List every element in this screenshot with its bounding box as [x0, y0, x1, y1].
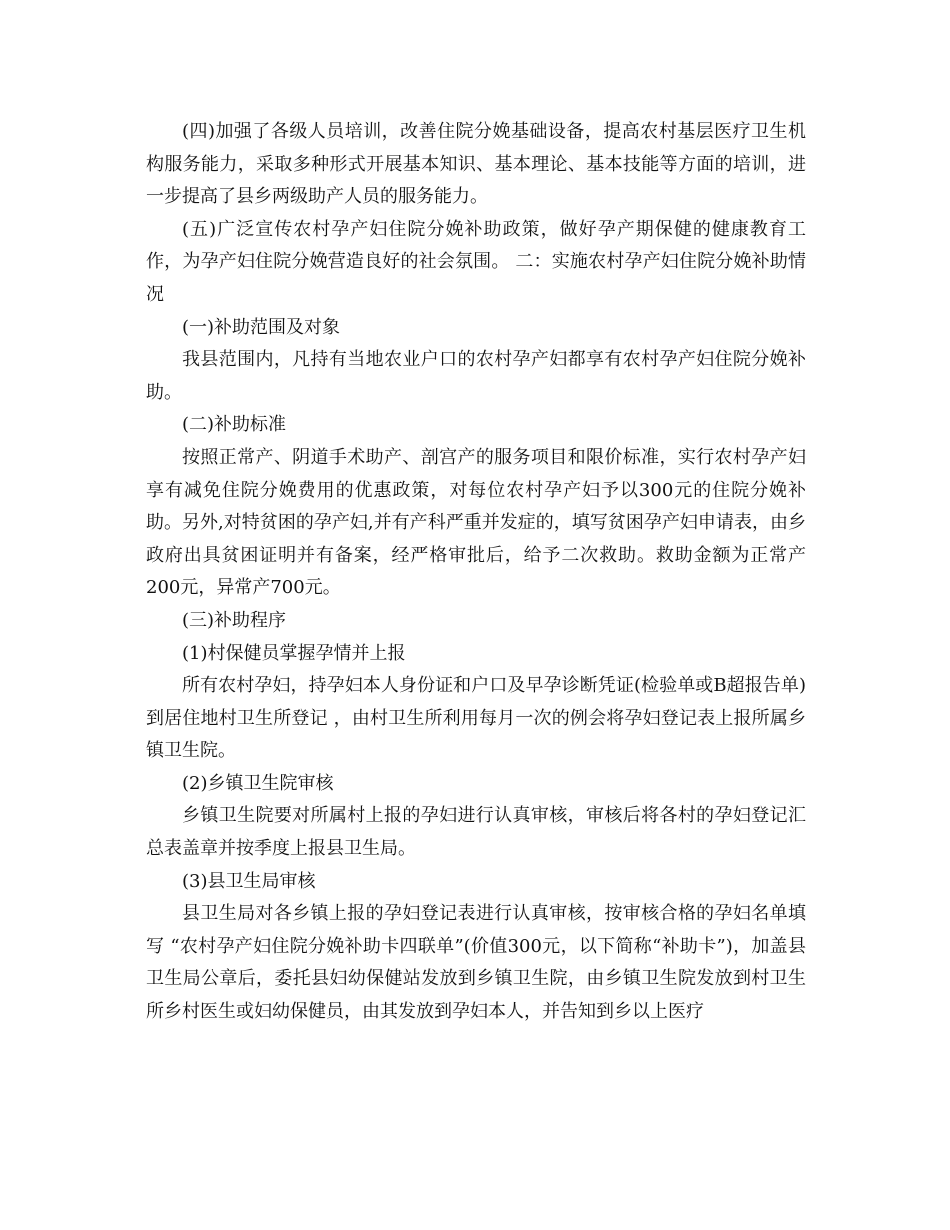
heading-procedure: (三)补助程序 — [182, 609, 287, 631]
paragraph-step-3: 县卫生局对各乡镇上报的孕妇登记表进行认真审核，按审核合格的孕妇名单填写 “农村孕产妇住院分娩补助卡四联单”(价值300元，以下简称“补助卡”)，加盖县卫生局公章后，委托县妇幼保健站发放到乡镇卫生院，由乡镇卫生院发放到村卫生所乡村医生或妇幼保健员，由其发放到孕妇本人，并告知到乡以上医疗 — [146, 903, 806, 1023]
paragraph-step-1: 所有农村孕妇，持孕妇本人身份证和户口及早孕诊断凭证(检验单或B超报告单)到居住地村卫生所登记 ，由村卫生所利用每月一次的例会将孕妇登记表上报所属乡镇卫生院。 — [146, 675, 806, 762]
heading-step-2: (2)乡镇卫生院审核 — [182, 772, 334, 794]
heading-standard: (二)补助标准 — [182, 414, 287, 436]
heading-step-1: (1)村保健员掌握孕情并上报 — [182, 642, 406, 664]
paragraph-training: (四)加强了各级人员培训，改善住院分娩基础设备，提高农村基层医疗卫生机构服务能力，采取多种形式开展基本知识、基本理论、基本技能等方面的培训，进一步提高了县乡两级助产人员的服务能力。 — [146, 121, 806, 208]
heading-step-3: (3)县卫生局审核 — [182, 870, 316, 892]
paragraph-step-2: 乡镇卫生院要对所属村上报的孕妇进行认真审核，审核后将各村的孕妇登记汇总表盖章并按季度上报县卫生局。 — [146, 805, 806, 860]
paragraph-scope: 我县范围内，凡持有当地农业户口的农村孕产妇都享有农村孕产妇住院分娩补助。 — [146, 349, 806, 403]
heading-scope: (一)补助范围及对象 — [182, 316, 341, 338]
document-body — [146, 116, 806, 1029]
paragraph-standard: 按照正常产、阴道手术助产、剖宫产的服务项目和限价标准，实行农村孕产妇享有减免住院分娩费用的优惠政策，对每位农村孕产妇予以300元的住院分娩补助。另外,对特贫困的孕产妇,并有产科严重并发症的，填写贫困孕产妇申请表，由乡政府出具贫困证明并有备案，经严格审批后，给予二次救助。救助金额为正常产200元，异常产700元。 — [146, 446, 806, 599]
paragraph-publicity: (五)广泛宣传农村孕产妇住院分娩补助政策，做好孕产期保健的健康教育工作，为孕产妇住院分娩营造良好的社会氛围。 二：实施农村孕产妇住院分娩补助情况 — [146, 218, 806, 305]
